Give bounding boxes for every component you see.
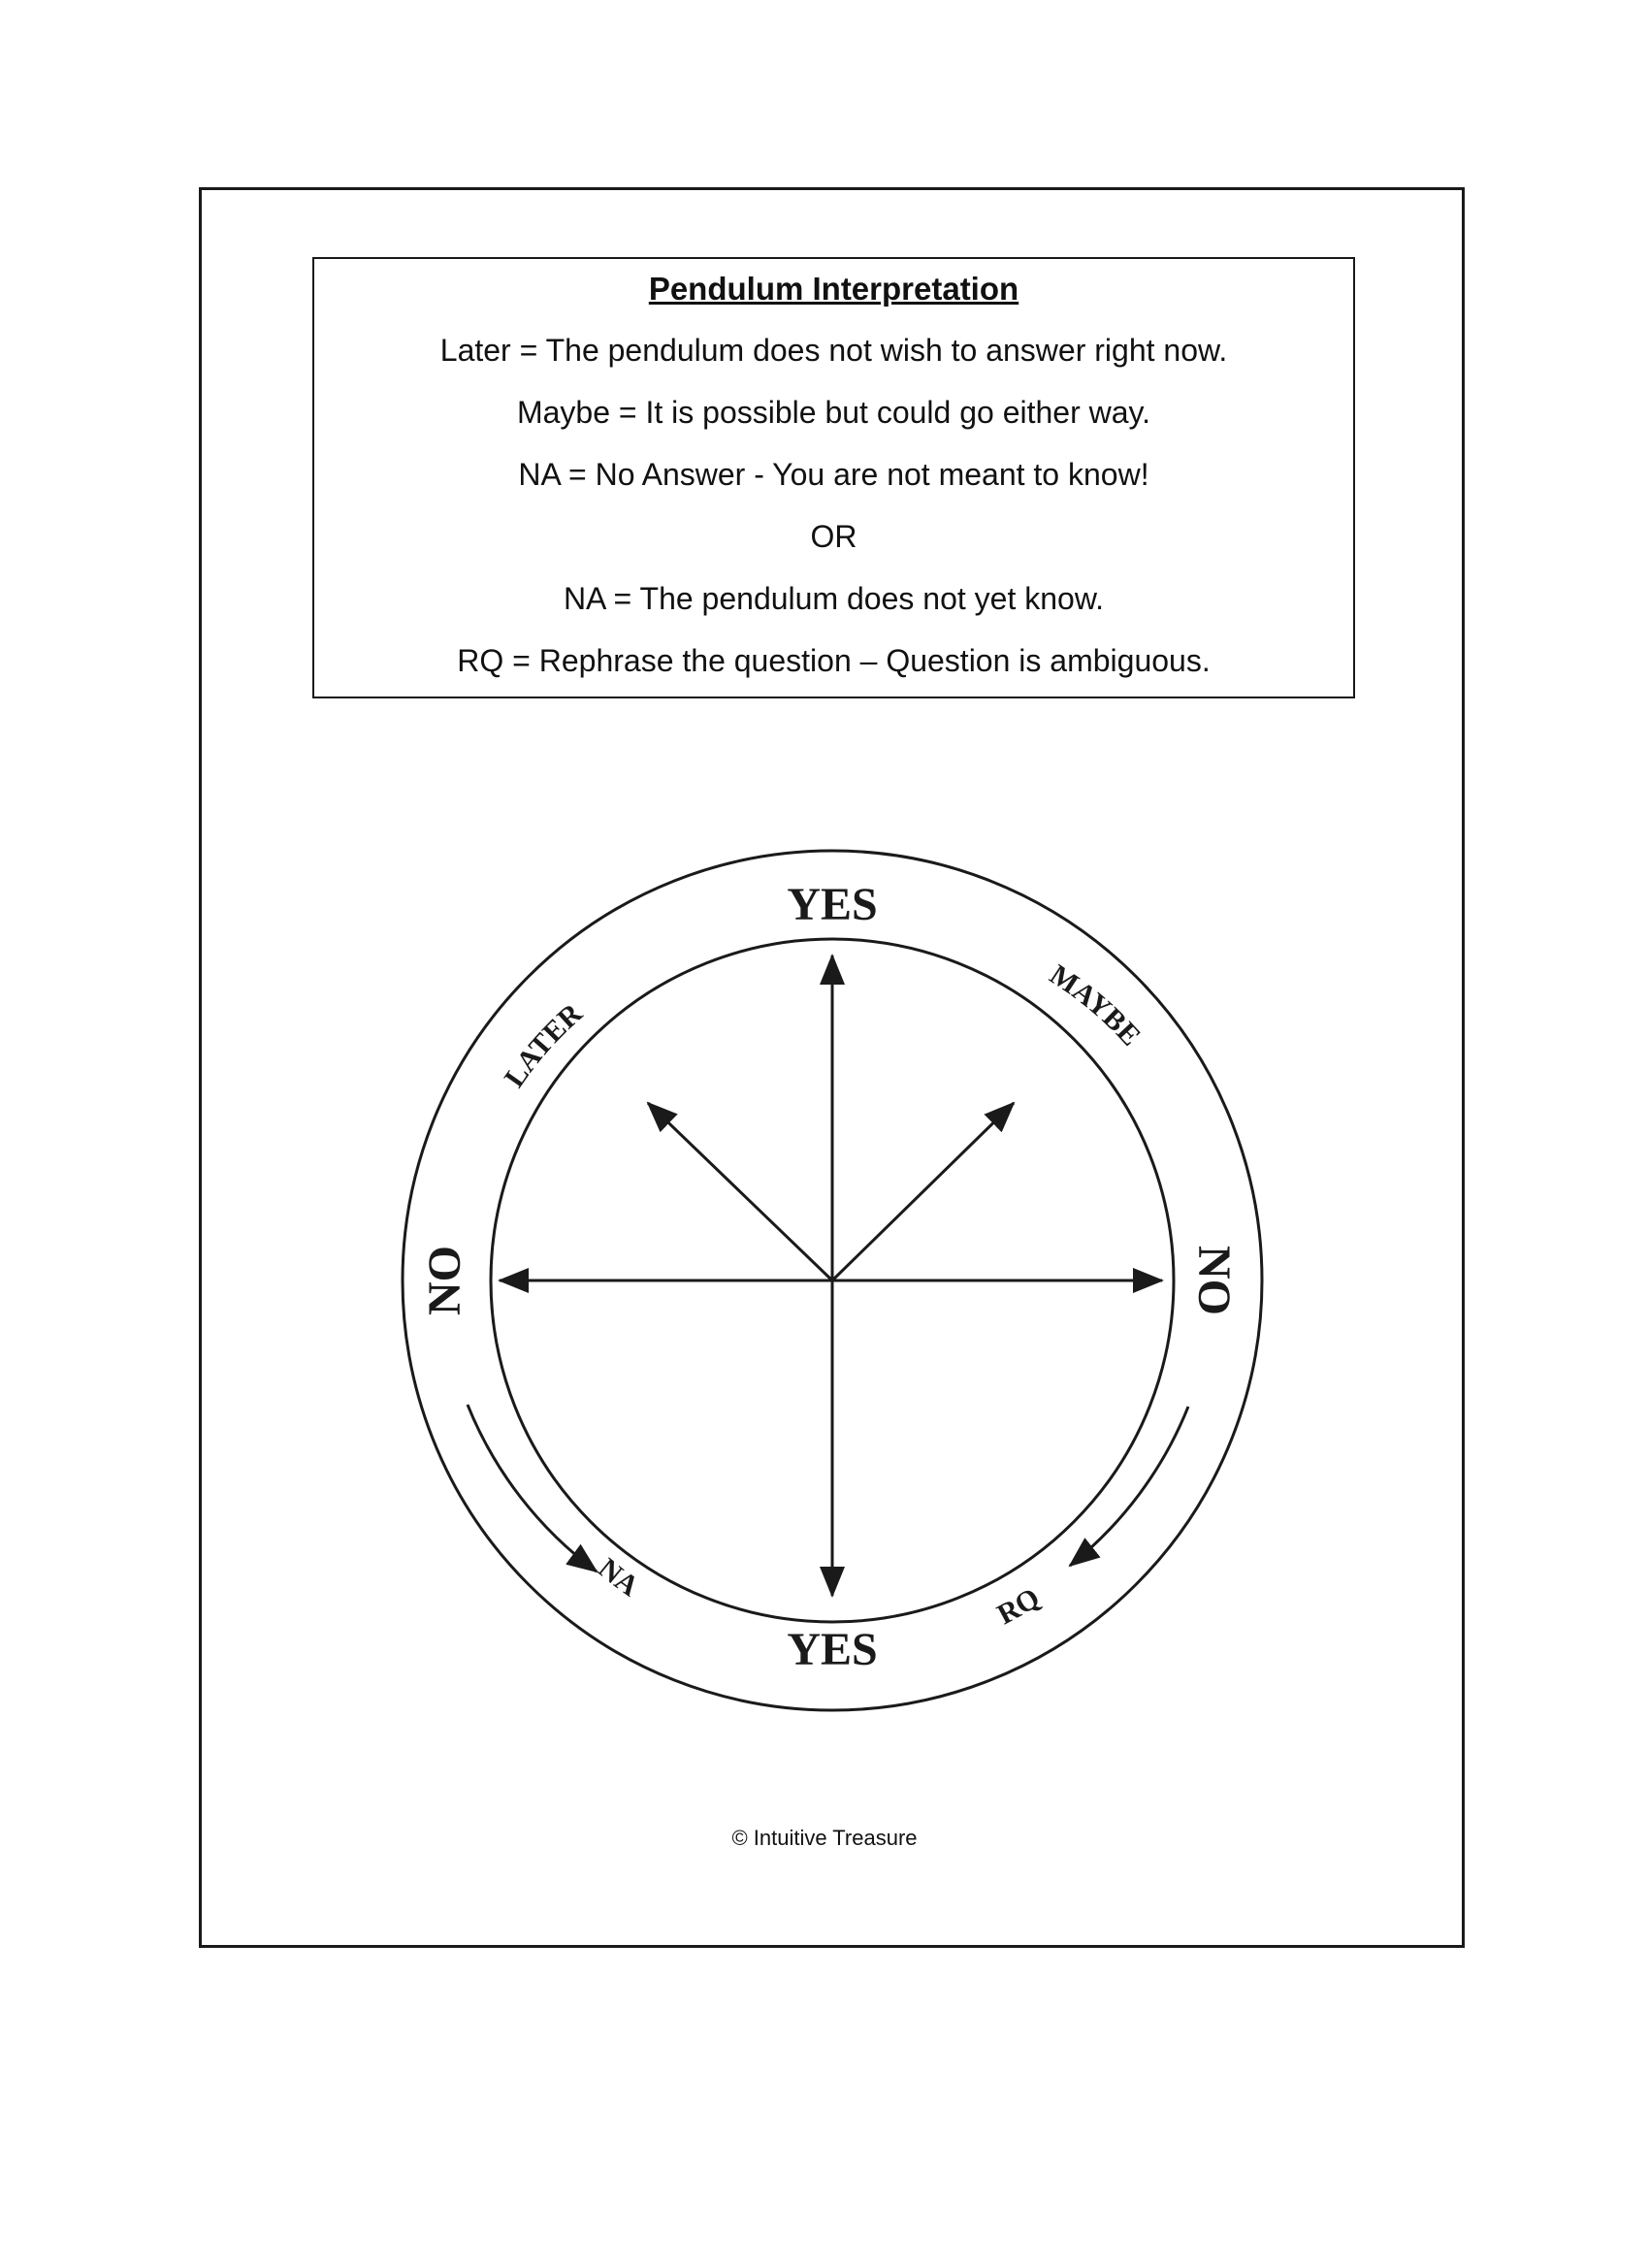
arrow-later	[648, 1103, 832, 1280]
label-na: NA	[592, 1551, 645, 1604]
label-no-left: NO	[419, 1246, 470, 1315]
label-later: LATER	[498, 997, 589, 1093]
curved-arrow-rq	[1070, 1407, 1188, 1566]
legend-title: Pendulum Interpretation	[648, 271, 1019, 307]
curved-arrow-na	[468, 1405, 597, 1571]
label-rq: RQ	[991, 1581, 1046, 1632]
label-yes-top: YES	[787, 879, 878, 930]
legend-line-maybe: Maybe = It is possible but could go either way.	[516, 395, 1151, 430]
label-maybe: MAYBE	[1044, 958, 1148, 1053]
arrow-maybe	[832, 1103, 1014, 1280]
legend-line-na-no-answer: NA = No Answer - You are not meant to know!	[518, 457, 1149, 492]
legend-line-rq: RQ = Rephrase the question – Question is ambiguous.	[457, 643, 1211, 678]
label-yes-bottom: YES	[787, 1624, 878, 1675]
legend-line-na-not-known: NA = The pendulum does not yet know.	[563, 581, 1105, 616]
label-no-right: NO	[1188, 1246, 1240, 1315]
legend-line-or: OR	[810, 519, 857, 554]
copyright-notice: © Intuitive Treasure	[731, 1826, 918, 1850]
legend-line-later: Later = The pendulum does not wish to answer right now.	[439, 333, 1228, 368]
